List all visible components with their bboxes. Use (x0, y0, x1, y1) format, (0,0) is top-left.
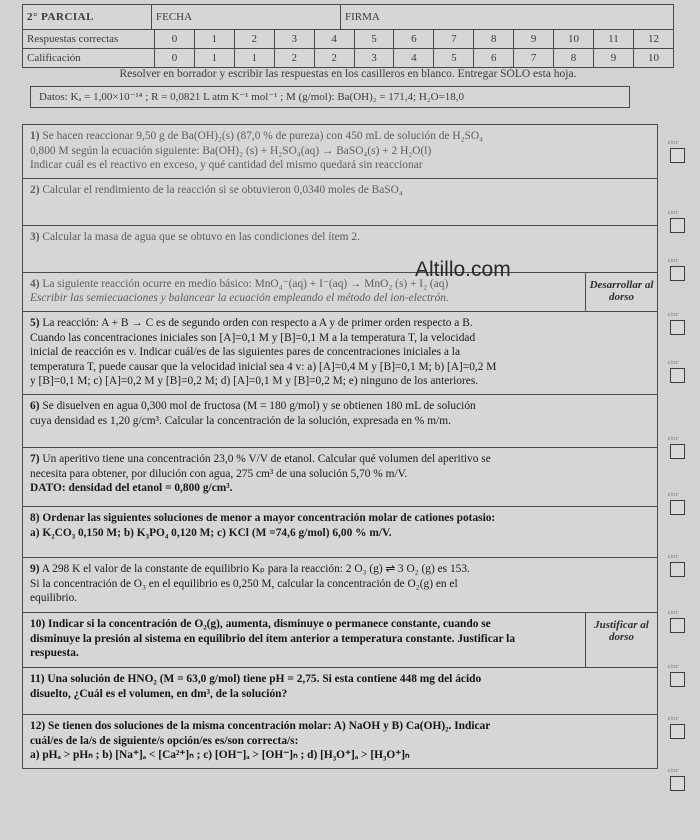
question-item-12 (23, 715, 657, 768)
question-line: Indicar cuál es el reactivo en exceso, y qué cantidad del mismo quedará sin reaccionar (30, 159, 423, 172)
question-number: 8) (30, 511, 40, 524)
question-item-6 (23, 395, 657, 448)
checkbox-caption: circ (668, 210, 679, 216)
checkbox-caption: circ (668, 768, 679, 774)
question-item-7 (23, 448, 657, 507)
cell: 5 (354, 30, 394, 49)
watermark-altillo: Altillo.com (415, 258, 511, 281)
question-number: 1) (30, 130, 40, 142)
question-item-5 (23, 312, 657, 395)
question-number: 10) (30, 617, 46, 630)
cell: 2 (234, 30, 274, 49)
question-line: Una solución de HNO₂ (M = 63,0 g/mol) tiene pH = 2,75. Si esta contiene 448 mg del ácido (47, 672, 482, 685)
fecha-label: FECHA (152, 5, 341, 30)
cell: 6 (474, 49, 514, 68)
table-row (23, 30, 674, 49)
question-line: DATO: densidad del etanol = 0,800 g/cm³. (30, 482, 233, 495)
question-line: Calcular la masa de agua que se obtuvo en las condiciones del ítem 2. (42, 230, 360, 243)
question-number: 12) (30, 719, 46, 732)
answer-checkbox-1[interactable] (670, 148, 685, 163)
answer-checkbox-4[interactable] (670, 320, 685, 335)
exam-label: 2° PARCIAL (23, 5, 152, 30)
question-line: a) pHₐ > pHₙ ; b) [Na⁺]ₐ < [Ca²⁺]ₙ ; c) [OH⁻]ₐ > [OH⁻]ₙ ; d) [H₃O⁺]ₐ > [H₃O⁺]ₙ (30, 749, 410, 762)
question-line: Indicar si la concentración de O₂(g), aumenta, disminuye o permanece constante, cuando se (48, 617, 491, 630)
question-line: Se tienen dos soluciones de la misma concentración molar: A) NaOH y B) Ca(OH)₂. Indicar (48, 719, 491, 732)
answer-checkbox-7[interactable] (670, 500, 685, 515)
question-line: 0,800 M según la ecuación siguiente: Ba(OH)₂ (s) + H₂SO₄(aq) → BaSO₄(s) + 2 H₂O(l) (30, 144, 432, 157)
cell: 3 (354, 49, 394, 68)
question-line: Ordenar las siguientes soluciones de menor a mayor concentración molar de cationes potasio: (42, 511, 496, 524)
checkbox-caption: circ (668, 610, 679, 616)
checkbox-caption: circ (668, 716, 679, 722)
checkbox-caption: circ (668, 436, 679, 442)
question-line: respuesta. (30, 647, 79, 660)
cell: 7 (514, 49, 554, 68)
cell: 9 (514, 30, 554, 49)
cell: 6 (394, 30, 434, 49)
cell: 0 (155, 30, 195, 49)
answer-checkbox-12[interactable] (670, 776, 685, 791)
question-line: equilibrio. (30, 592, 78, 605)
question-line: Escribir las semiecuaciones y balancear la ecuación empleando el método del ion-electrón. (30, 292, 449, 305)
question-line: Se hacen reaccionar 9,50 g de Ba(OH)₂(s) (87,0 % de pureza) con 450 mL de solución de H₂SO₄ (42, 130, 484, 142)
question-line: cuya densidad es 1,20 g/cm³. Calcular la concentración de la solución, expresada en % m/m. (30, 414, 451, 427)
question-line: Se disuelven en agua 0,300 mol de fructosa (M = 180 g/mol) y se obtienen 180 mL de solución (42, 399, 476, 412)
question-item-8 (23, 507, 657, 558)
answer-checkbox-8[interactable] (670, 562, 685, 577)
cell: 10 (633, 49, 673, 68)
cell: 10 (554, 30, 594, 49)
cell: 5 (434, 49, 474, 68)
row-label-correctas: Respuestas correctas (23, 30, 155, 49)
answer-checkbox-5[interactable] (670, 368, 685, 383)
header-table (22, 4, 674, 68)
question-line: Si la concentración de O₃ en el equilibrio es 0,250 M, calcular la concentración de O₂(g) en el (30, 577, 458, 590)
answer-checkbox-9[interactable] (670, 618, 685, 633)
question-line: La reacción: A + B → C es de segundo orden con respecto a A y de primer orden respecto a B. (42, 316, 473, 329)
cell: 12 (633, 30, 673, 49)
instruction-text: Resolver en borrador y escribir las respuestas en los casilleros en blanco. Entregar SÓLO esta hoja. (119, 68, 577, 80)
row-label-calificacion: Calificación (23, 49, 155, 68)
checkbox-caption: circ (668, 140, 679, 146)
question-number: 6) (30, 399, 40, 412)
cell: 1 (194, 49, 234, 68)
answer-checkbox-3[interactable] (670, 266, 685, 281)
question-item-1 (23, 125, 657, 179)
cell: 4 (314, 30, 354, 49)
question-number: 3) (30, 230, 40, 243)
firma-label: FIRMA (341, 5, 674, 30)
side-note-4: Desarrollar al dorso (585, 273, 657, 311)
cell: 2 (314, 49, 354, 68)
question-number: 11) (30, 672, 45, 685)
checkbox-caption: circ (668, 554, 679, 560)
checkbox-caption: circ (668, 360, 679, 366)
answer-checkbox-2[interactable] (670, 218, 685, 233)
question-item-4 (23, 273, 657, 312)
cell: 11 (594, 30, 634, 49)
cell: 7 (434, 30, 474, 49)
cell: 1 (234, 49, 274, 68)
checkbox-caption: circ (668, 312, 679, 318)
checkbox-caption: circ (668, 258, 679, 264)
cell: 8 (554, 49, 594, 68)
question-line: y [B]=0,1 M; c) [A]=0,2 M y [B]=0,2 M; d) [A]=0,1 M y [B]=0,2 M; e) ninguno de los anteriores. (30, 375, 479, 388)
cell: 4 (394, 49, 434, 68)
question-item-10 (23, 613, 657, 668)
question-line: Un aperitivo tiene una concentración 23,0 % V/V de etanol. Calcular qué volumen del aperitivo se (42, 452, 491, 465)
question-item-3 (23, 226, 657, 273)
cell: 2 (274, 49, 314, 68)
question-number: 5) (30, 316, 40, 329)
question-number: 9) (30, 562, 40, 575)
question-line: necesita para obtener, por dilución con agua, 275 cm³ de una solución 5,70 % m/V. (30, 467, 408, 480)
question-line: Calcular el rendimiento de la reacción si se obtuvieron 0,0340 moles de BaSO₄ (42, 183, 403, 196)
cell: 1 (194, 30, 234, 49)
question-line: inicial de reacción es v. Indicar cuál/es de las siguientes pares de concentraciones iniciales a la (30, 346, 461, 359)
checkbox-caption: circ (668, 664, 679, 670)
question-line: disuelto, ¿Cuál es el volumen, en dm³, de la solución? (30, 687, 288, 700)
question-item-2 (23, 179, 657, 226)
answer-checkbox-10[interactable] (670, 672, 685, 687)
question-item-11 (23, 668, 657, 715)
answer-checkbox-11[interactable] (670, 724, 685, 739)
question-line: Cuando las concentraciones iniciales son [A]=0,1 M y [B]=0,1 M a la temperatura T, la velocidad (30, 331, 476, 344)
question-line: temperatura T, puede causar que la velocidad inicial sea 4 v: a) [A]=0,4 M y [B]=0,1 M; b) [A]=0,2 M (30, 360, 497, 373)
question-number: 4) (30, 277, 40, 290)
cell: 8 (474, 30, 514, 49)
question-number: 7) (30, 452, 40, 465)
side-note-10: Justificar al dorso (585, 613, 657, 667)
table-row (23, 49, 674, 68)
checkbox-caption: circ (668, 492, 679, 498)
question-number: 2) (30, 183, 40, 196)
question-line: disminuye la presión al sistema en equilibrio del ítem anterior a temperatura constante. Justificar la (30, 632, 516, 645)
cell: 3 (274, 30, 314, 49)
question-line: cuál/es de la/s de siguiente/s opción/es es/son correcta/s: (30, 734, 299, 747)
questions-table (22, 124, 658, 769)
question-item-9 (23, 558, 657, 613)
answer-checkbox-6[interactable] (670, 444, 685, 459)
cell: 0 (155, 49, 195, 68)
question-line: La siguiente reacción ocurre en medio básico: MnO₄⁻(aq) + I⁻(aq) → MnO₂ (s) + I₂ (aq) (42, 277, 449, 290)
cell: 9 (594, 49, 634, 68)
question-line: a) K₂CO₃ 0,150 M; b) K₃PO₄ 0,120 M; c) KCl (M =74,6 g/mol) 6,00 % m/V. (30, 526, 392, 539)
question-line: A 298 K el valor de la constante de equilibrio Kₚ para la reacción: 2 O₃ (g) ⇌ 3 O₂ (g) es 153. (41, 562, 470, 575)
datos-box: Datos: Kₐ = 1,00×10⁻¹⁴ ; R = 0,0821 L atm K⁻¹ mol⁻¹ ; M (g/mol): Ba(OH)₂ = 171,4; H₂O=18,0 (30, 86, 630, 108)
